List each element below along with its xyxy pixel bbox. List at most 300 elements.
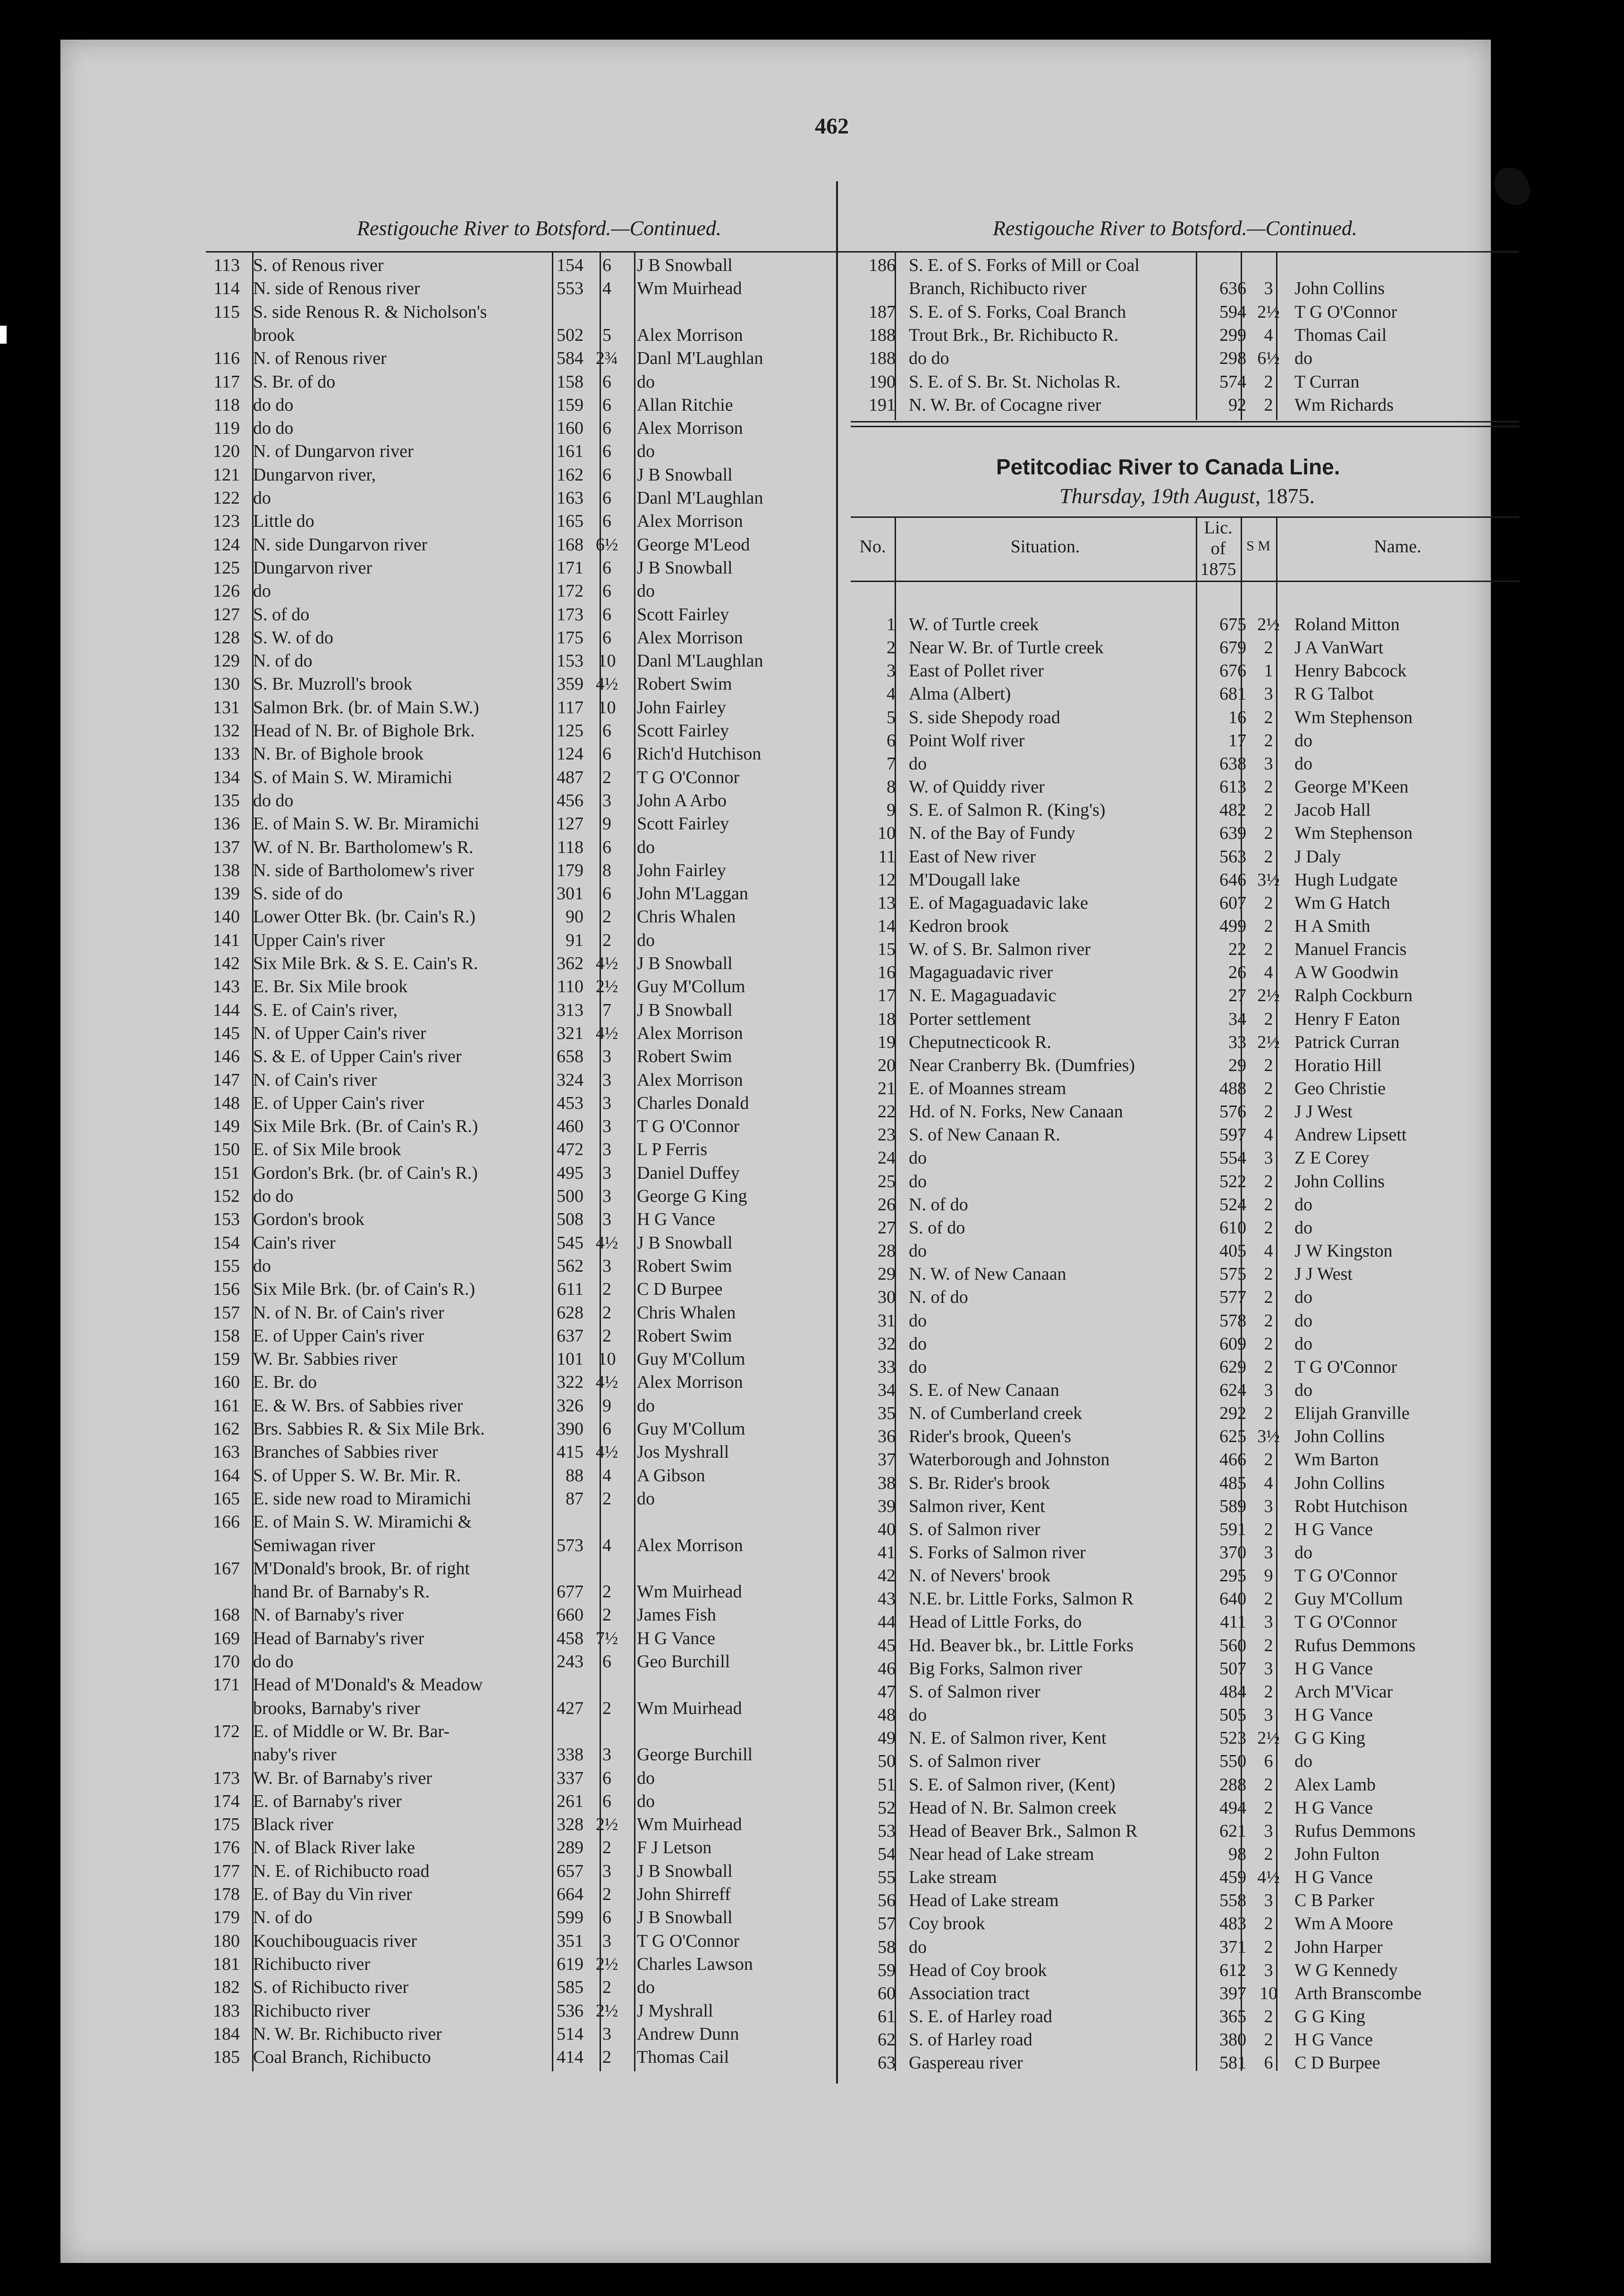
- cell-si: W. Br. Sabbies river: [253, 1349, 398, 1369]
- cell-nm: H G Vance: [1294, 2030, 1373, 2050]
- cell-sm: 2½: [1257, 986, 1280, 1006]
- cell-nm: Geo Burchill: [637, 1652, 730, 1671]
- cell-si: S. E. of Cain's river,: [253, 1000, 398, 1020]
- cell-sm: 6: [602, 488, 611, 508]
- cell-no: 159: [213, 1349, 240, 1369]
- cell-sm: 2½: [595, 977, 618, 997]
- cell-no: 185: [213, 2047, 240, 2068]
- cell-sm: 10: [598, 697, 616, 718]
- cell-sm: 2½: [595, 1954, 618, 1974]
- cell-nm: do: [1294, 1751, 1312, 1772]
- cell-nm: Wm Richards: [1294, 395, 1394, 415]
- cell-no: 130: [213, 674, 240, 694]
- cell-si: do: [253, 581, 271, 601]
- cell-si: N. side of Bartholomew's river: [253, 860, 474, 880]
- cell-lic: 173: [557, 604, 584, 625]
- cell-sm: 2: [1264, 1681, 1273, 1702]
- cell-lic: 560: [1219, 1635, 1246, 1655]
- cell-sm: 6: [602, 1908, 611, 1928]
- cell-lic: 619: [557, 1954, 584, 1974]
- cell-sm: 6: [602, 604, 611, 625]
- cell-sm: 7½: [595, 1628, 618, 1648]
- cell-sm: 3: [1264, 684, 1273, 704]
- cell-sm: 6: [602, 1791, 611, 1811]
- cell-sm: 3: [602, 1186, 611, 1206]
- cell-lic: 574: [1219, 371, 1246, 392]
- cell-nm: do: [1294, 1287, 1312, 1308]
- cell-lic: 90: [566, 907, 584, 927]
- cell-no: 118: [213, 395, 240, 415]
- cell-lic: 624: [1219, 1380, 1246, 1400]
- cell-si: Little do: [253, 511, 314, 532]
- cell-lic: 110: [557, 977, 584, 997]
- cell-sm: 3½: [1257, 1427, 1280, 1447]
- cell-nm: W G Kennedy: [1294, 1960, 1398, 1980]
- cell-sm: 6: [602, 744, 611, 764]
- cell-lic: 117: [557, 697, 584, 718]
- cell-nm: Wm Muirhead: [637, 1582, 742, 1602]
- cell-no: 63: [878, 2053, 896, 2073]
- cell-sm: 2: [1264, 2030, 1273, 2050]
- cell-nm: T G O'Connor: [637, 1116, 740, 1137]
- cell-si: East of New river: [909, 846, 1036, 867]
- cell-lic: 578: [1219, 1310, 1246, 1331]
- cell-nm: Alex Morrison: [637, 1070, 743, 1090]
- cell-no: 156: [213, 1279, 240, 1300]
- cell-no: 1: [887, 615, 896, 634]
- cell-sm: 6: [602, 1768, 611, 1788]
- cell-no: 171: [213, 1675, 240, 1695]
- cell-no: 176: [213, 1838, 240, 1858]
- cell-lic: 124: [557, 744, 584, 764]
- left-divider-4: [634, 253, 635, 2071]
- cell-nm: Arth Branscombe: [1294, 1983, 1422, 2003]
- cell-lic: 536: [557, 2001, 584, 2021]
- cell-si: S. side Shepody road: [909, 707, 1060, 727]
- cell-si: do: [909, 1705, 927, 1725]
- cell-sm: 2: [1264, 846, 1273, 867]
- cell-nm: John M'Laggan: [637, 884, 748, 904]
- col-head-lic-1: Lic.: [1204, 518, 1233, 538]
- cell-no: 117: [213, 371, 240, 392]
- table-head-rule-top: [851, 516, 1519, 518]
- cell-sm: 2: [1264, 1102, 1273, 1122]
- cell-sm: 2: [602, 1279, 611, 1300]
- cell-si: S. Br. Rider's brook: [909, 1473, 1050, 1493]
- cell-nm: H G Vance: [637, 1628, 716, 1648]
- cell-lic: 612: [1219, 1960, 1246, 1980]
- cell-lic: 554: [1219, 1148, 1246, 1168]
- cell-sm: 6: [1264, 1751, 1273, 1772]
- cell-lic: 576: [1219, 1102, 1246, 1122]
- cell-si: Trout Brk., Br. Richibucto R.: [909, 325, 1119, 345]
- cell-si: E. Br. do: [253, 1372, 317, 1393]
- cell-nm: G G King: [1294, 2007, 1365, 2026]
- cell-si: N. of Dungarvon river: [253, 441, 414, 462]
- cell-si: W. Br. of Barnaby's river: [253, 1768, 432, 1788]
- cell-sm: 3: [602, 1861, 611, 1881]
- cell-no: 191: [869, 395, 896, 415]
- cell-si: Six Mile Brk. & S. E. Cain's R.: [253, 954, 478, 973]
- cell-nm: John A Arbo: [637, 790, 727, 810]
- cell-lic: 159: [557, 395, 584, 415]
- cell-lic: 494: [1219, 1798, 1246, 1818]
- cell-nm: do: [1294, 1217, 1312, 1238]
- cell-nm: Robert Swim: [637, 1325, 732, 1346]
- cell-si: N. of Cain's river: [253, 1070, 377, 1090]
- cell-no: 137: [213, 837, 240, 857]
- cell-si: N. side of Renous river: [253, 279, 420, 299]
- cell-si: S. & E. of Upper Cain's river: [253, 1047, 462, 1067]
- cell-si: do: [253, 1256, 271, 1276]
- cell-nm: H G Vance: [1294, 1519, 1373, 1539]
- cell-no: 149: [213, 1116, 240, 1137]
- cell-sm: 4: [602, 1465, 611, 1486]
- cell-nm: Guy M'Collum: [637, 977, 745, 997]
- cell-si: N. of Cumberland creek: [909, 1403, 1083, 1424]
- cell-lic: 522: [1219, 1171, 1246, 1191]
- cell-lic: 362: [557, 954, 584, 973]
- cell-sm: 6½: [1257, 348, 1280, 369]
- cell-sm: 2: [1264, 1055, 1273, 1075]
- cell-lic: 414: [557, 2047, 584, 2068]
- cell-no: 56: [878, 1891, 896, 1911]
- cell-nm: John Fairley: [637, 860, 726, 880]
- cell-no: 60: [878, 1983, 896, 2003]
- cell-sm: 10: [598, 1349, 616, 1369]
- cell-no: 136: [213, 814, 240, 834]
- cell-lic: 163: [557, 488, 584, 508]
- right-header-rule: [851, 251, 1519, 253]
- cell-si: E. of Main S. W. Miramichi &: [253, 1512, 472, 1532]
- cell-lic: 679: [1219, 638, 1246, 658]
- cell-si: do: [909, 1937, 927, 1957]
- section-date: [1059, 483, 1315, 508]
- cell-no: 128: [213, 627, 240, 648]
- cell-sm: 2: [1264, 1287, 1273, 1308]
- cell-si: naby's river: [253, 1745, 337, 1765]
- left-header-rule: [206, 251, 884, 253]
- cell-si: E. of Moannes stream: [909, 1079, 1066, 1098]
- cell-nm: Jos Myshrall: [637, 1442, 729, 1462]
- cell-si: N. E. Magaguadavic: [909, 986, 1057, 1006]
- cell-lic: 171: [557, 557, 584, 578]
- cell-lic: 162: [557, 464, 584, 485]
- cell-lic: 636: [1219, 279, 1246, 299]
- cell-no: 8: [887, 777, 896, 797]
- cell-nm: Charles Donald: [637, 1093, 749, 1113]
- cell-sm: 9: [602, 814, 611, 834]
- cell-si: do do: [253, 790, 294, 810]
- cell-lic: 289: [557, 1838, 584, 1858]
- cell-nm: Alex Morrison: [637, 1023, 743, 1043]
- cell-nm: L P Ferris: [637, 1140, 708, 1160]
- cell-sm: 4½: [595, 1442, 618, 1462]
- cell-nm: do: [637, 1791, 655, 1811]
- cell-lic: 165: [557, 511, 584, 532]
- cell-no: 158: [213, 1325, 240, 1346]
- cell-no: 11: [878, 846, 896, 867]
- cell-no: 29: [878, 1264, 896, 1284]
- cell-sm: 4½: [595, 674, 618, 694]
- cell-si: S. of Harley road: [909, 2030, 1032, 2050]
- cell-no: 25: [878, 1171, 896, 1191]
- cell-lic: 33: [1228, 1032, 1246, 1052]
- cell-lic: 16: [1228, 707, 1246, 727]
- cell-si: S. E. of Salmon R. (King's): [909, 800, 1106, 820]
- cell-sm: 2½: [1257, 1032, 1280, 1052]
- cell-sm: 3: [1264, 1658, 1273, 1679]
- cell-no: 43: [878, 1589, 896, 1609]
- cell-lic: 466: [1219, 1450, 1246, 1470]
- cell-nm: Andrew Dunn: [637, 2024, 739, 2044]
- cell-no: 36: [878, 1427, 896, 1447]
- cell-no: 44: [878, 1612, 896, 1632]
- cell-lic: 594: [1219, 302, 1246, 322]
- ink-blot: [1490, 163, 1534, 210]
- cell-nm: T G O'Connor: [637, 767, 740, 787]
- cell-lic: 365: [1219, 2007, 1246, 2026]
- cell-nm: do: [637, 837, 655, 857]
- cell-nm: Rich'd Hutchison: [637, 744, 761, 764]
- cell-nm: Elijah Granville: [1294, 1403, 1410, 1424]
- cell-nm: C B Parker: [1294, 1891, 1374, 1911]
- cell-si: W. of S. Br. Salmon river: [909, 939, 1091, 960]
- cell-no: 126: [213, 581, 240, 601]
- cell-sm: 4: [1264, 962, 1273, 983]
- cell-nm: J B Snowball: [637, 1000, 733, 1020]
- cell-lic: 550: [1219, 1751, 1246, 1772]
- cell-si: Head of M'Donald's & Meadow: [253, 1675, 483, 1695]
- cell-nm: J B Snowball: [637, 255, 733, 275]
- cell-si: S. E. of S. Forks of Mill or Coal: [909, 255, 1140, 275]
- cell-no: 21: [878, 1079, 896, 1098]
- cell-nm: Patrick Curran: [1294, 1032, 1400, 1052]
- cell-sm: 6: [1264, 2053, 1273, 2073]
- cell-lic: 597: [1219, 1125, 1246, 1145]
- left-column-header: Restigouche River to Botsford.—Continued.: [357, 217, 721, 240]
- document-page: [60, 40, 1491, 2263]
- cell-lic: 101: [557, 1349, 584, 1369]
- cell-sm: 1: [1264, 661, 1273, 681]
- cell-sm: 3: [602, 1140, 611, 1160]
- col-head-no: No.: [859, 537, 886, 557]
- cell-nm: Scott Fairley: [637, 604, 729, 625]
- cell-sm: 2: [602, 1838, 611, 1858]
- cell-sm: 2½: [1257, 615, 1280, 634]
- cell-sm: 3: [602, 1163, 611, 1183]
- cell-sm: 3: [602, 1070, 611, 1090]
- cell-no: 142: [213, 954, 240, 973]
- cell-si: do: [909, 1334, 927, 1354]
- cell-lic: 459: [1219, 1867, 1246, 1888]
- cell-nm: Wm Muirhead: [637, 279, 742, 299]
- cell-sm: 2½: [595, 2001, 618, 2021]
- cell-si: S. Br. Muzroll's brook: [253, 674, 413, 694]
- cell-sm: 3: [602, 2024, 611, 2044]
- cell-sm: 2¾: [595, 348, 618, 369]
- cell-no: 163: [213, 1442, 240, 1462]
- cell-sm: 2: [1264, 1217, 1273, 1238]
- cell-lic: 558: [1219, 1891, 1246, 1911]
- cell-lic: 161: [557, 441, 584, 462]
- cell-si: Brs. Sabbies R. & Six Mile Brk.: [253, 1419, 485, 1439]
- cell-lic: 338: [557, 1745, 584, 1765]
- cell-lic: 472: [557, 1140, 584, 1160]
- cell-no: 119: [213, 418, 240, 439]
- margin-mark: [0, 326, 7, 344]
- cell-si: Branches of Sabbies river: [253, 1442, 438, 1462]
- cell-sm: 3: [602, 1116, 611, 1137]
- cell-si: Six Mile Brk. (Br. of Cain's R.): [253, 1116, 478, 1137]
- cell-no: 41: [878, 1543, 896, 1562]
- cell-no: 50: [878, 1751, 896, 1772]
- cell-nm: T G O'Connor: [637, 1931, 740, 1951]
- cell-si: Six Mile Brk. (br. of Cain's R.): [253, 1279, 475, 1300]
- cell-lic: 453: [557, 1093, 584, 1113]
- cell-si: S. of Upper S. W. Br. Mir. R.: [253, 1465, 461, 1486]
- cell-sm: 2: [602, 1977, 611, 1998]
- cell-lic: 638: [1219, 753, 1246, 774]
- cell-no: 150: [213, 1140, 240, 1160]
- cell-lic: 482: [1219, 800, 1246, 820]
- cell-si: Hd. of N. Forks, New Canaan: [909, 1102, 1123, 1122]
- cell-no: 153: [213, 1209, 240, 1230]
- cell-lic: 17: [1228, 730, 1246, 751]
- cell-si: brooks, Barnaby's river: [253, 1698, 421, 1718]
- cell-no: 183: [213, 2001, 240, 2021]
- cell-no: 7: [887, 753, 896, 774]
- cell-no: 2: [887, 638, 896, 658]
- cell-no: 146: [213, 1047, 240, 1067]
- cell-si: brook: [253, 325, 295, 345]
- cell-nm: Rufus Demmons: [1294, 1635, 1416, 1655]
- cell-no: 165: [213, 1488, 240, 1509]
- cell-nm: Chris Whalen: [637, 1302, 736, 1323]
- cell-no: 173: [213, 1768, 240, 1788]
- cell-sm: 2: [602, 767, 611, 787]
- cell-sm: 2: [1264, 823, 1273, 844]
- cell-no: 152: [213, 1186, 240, 1206]
- cell-si: E. of Six Mile brook: [253, 1140, 401, 1160]
- cell-no: 122: [213, 488, 240, 508]
- cell-si: S. W. of do: [253, 627, 333, 648]
- cell-si: N. of Barnaby's river: [253, 1605, 404, 1625]
- cell-lic: 499: [1219, 916, 1246, 936]
- cell-sm: 6: [602, 464, 611, 485]
- cell-no: 125: [213, 557, 240, 578]
- cell-lic: 370: [1219, 1543, 1246, 1562]
- cell-si: E. of Upper Cain's river: [253, 1325, 424, 1346]
- cell-lic: 646: [1219, 869, 1246, 890]
- cell-lic: 127: [557, 814, 584, 834]
- cell-nm: Arch M'Vicar: [1294, 1681, 1393, 1702]
- cell-no: 22: [878, 1102, 896, 1122]
- cell-si: W. of Turtle creek: [909, 615, 1039, 634]
- cell-sm: 4: [1264, 1241, 1273, 1261]
- cell-si: do: [909, 1310, 927, 1331]
- cell-nm: Andrew Lipsett: [1294, 1125, 1407, 1145]
- cell-lic: 607: [1219, 893, 1246, 913]
- cell-no: 166: [213, 1512, 240, 1532]
- cell-nm: J B Snowball: [637, 557, 733, 578]
- cell-no: 39: [878, 1496, 896, 1516]
- cell-nm: T G O'Connor: [1294, 1566, 1397, 1586]
- cell-no: 157: [213, 1302, 240, 1323]
- cell-sm: 2: [602, 1488, 611, 1509]
- cell-sm: 4: [602, 1535, 611, 1555]
- cell-si: N. of do: [253, 651, 313, 671]
- cell-lic: 628: [557, 1302, 584, 1323]
- cell-nm: James Fish: [637, 1605, 716, 1625]
- cell-no: 131: [213, 697, 240, 718]
- cell-no: 129: [213, 651, 240, 671]
- cell-sm: 3: [1264, 1960, 1273, 1980]
- cell-si: N. W. of New Canaan: [909, 1264, 1066, 1284]
- cell-no: 135: [213, 790, 240, 810]
- cell-si: do do: [253, 418, 294, 439]
- cell-lic: 485: [1219, 1473, 1246, 1493]
- cell-nm: do: [1294, 1310, 1312, 1331]
- cell-no: 15: [878, 939, 896, 960]
- cell-no: 188: [869, 348, 896, 369]
- cell-lic: 514: [557, 2024, 584, 2044]
- cell-sm: 6: [602, 511, 611, 532]
- cell-no: 180: [213, 1931, 240, 1951]
- cell-lic: 301: [557, 884, 584, 904]
- cell-sm: 3½: [1257, 869, 1280, 890]
- cell-lic: 500: [557, 1186, 584, 1206]
- cell-no: 58: [878, 1937, 896, 1957]
- cell-si: N. of do: [909, 1194, 968, 1215]
- col-head-sm: S M: [1246, 538, 1270, 554]
- cell-nm: Wm Barton: [1294, 1450, 1379, 1470]
- cell-nm: George M'Keen: [1294, 777, 1409, 797]
- cell-sm: 6: [602, 1419, 611, 1439]
- cell-no: 134: [213, 767, 240, 787]
- cell-si: E. of Middle or W. Br. Bar-: [253, 1721, 450, 1741]
- cell-no: 14: [878, 916, 896, 936]
- cell-lic: 351: [557, 1931, 584, 1951]
- cell-nm: John Collins: [1294, 1171, 1385, 1191]
- cell-lic: 495: [557, 1163, 584, 1183]
- cell-nm: J W Kingston: [1294, 1241, 1393, 1261]
- cell-lic: 405: [1219, 1241, 1246, 1261]
- cell-si: Head of Barnaby's river: [253, 1628, 424, 1648]
- cell-si: Alma (Albert): [909, 684, 1011, 704]
- cell-si: Lake stream: [909, 1867, 997, 1888]
- cell-nm: Guy M'Collum: [1294, 1589, 1403, 1609]
- cell-si: do do: [253, 395, 294, 415]
- cell-lic: 172: [557, 581, 584, 601]
- cell-lic: 584: [557, 348, 584, 369]
- cell-nm: G G King: [1294, 1728, 1365, 1748]
- cell-si: Gordon's Brk. (br. of Cain's R.): [253, 1163, 478, 1183]
- cell-si: Head of Coy brook: [909, 1960, 1047, 1980]
- cell-nm: John Collins: [1294, 279, 1385, 299]
- cell-sm: 6: [602, 418, 611, 439]
- cell-no: 26: [878, 1194, 896, 1215]
- cell-lic: 160: [557, 418, 584, 439]
- cell-lic: 371: [1219, 1937, 1246, 1957]
- cell-lic: 625: [1219, 1427, 1246, 1447]
- cell-lic: 609: [1219, 1334, 1246, 1354]
- cell-nm: Manuel Francis: [1294, 939, 1407, 960]
- cell-sm: 2: [1264, 893, 1273, 913]
- cell-no: 9: [887, 800, 896, 820]
- cell-si: N. of do: [253, 1908, 313, 1928]
- cell-no: 188: [869, 325, 896, 345]
